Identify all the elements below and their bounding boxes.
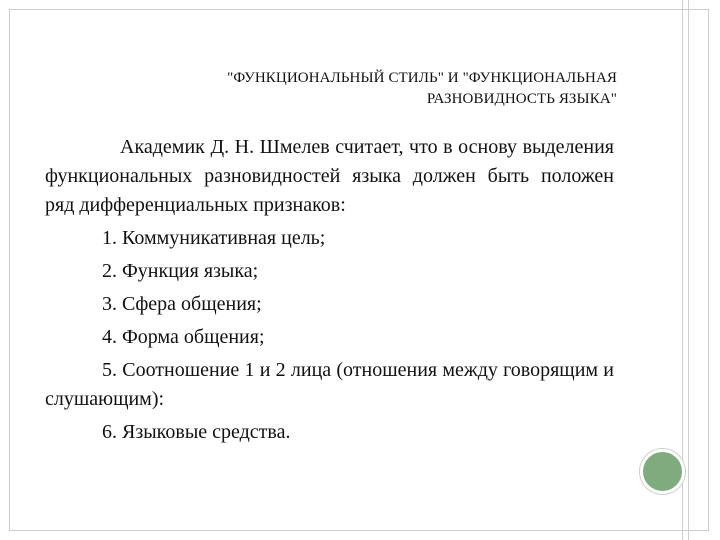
criteria-list bbox=[45, 224, 614, 447]
slide-body bbox=[45, 133, 614, 447]
slide-title-line-1: "ФУНКЦИОНАЛЬНЫЙ СТИЛЬ" И "ФУНКЦИОНАЛЬНАЯ bbox=[227, 70, 617, 86]
decorative-vertical-rule-inner bbox=[688, 0, 689, 540]
list-item: 2. Функция языка; bbox=[102, 260, 259, 282]
intro-paragraph: Академик Д. Н. Шмелев считает, что в основу выделения функциональных разновидностей языка должен быть положен ряд дифференциальных признаков: bbox=[45, 136, 614, 216]
list-item: 5. Соотношение 1 и 2 лица (отношения между говорящим и слушающим): bbox=[45, 359, 614, 410]
list-item: 1. Коммуникативная цель; bbox=[102, 227, 326, 249]
decorative-circle-icon bbox=[640, 449, 685, 494]
list-item: 6. Языковые средства. bbox=[102, 421, 291, 443]
slide-title-line-2: РАЗНОВИДНОСТЬ ЯЗЫКА" bbox=[426, 91, 617, 107]
slide-title bbox=[100, 68, 617, 110]
decorative-vertical-rule bbox=[682, 0, 683, 540]
list-item: 4. Форма общения; bbox=[102, 326, 265, 348]
list-item: 3. Сфера общения; bbox=[102, 293, 262, 315]
